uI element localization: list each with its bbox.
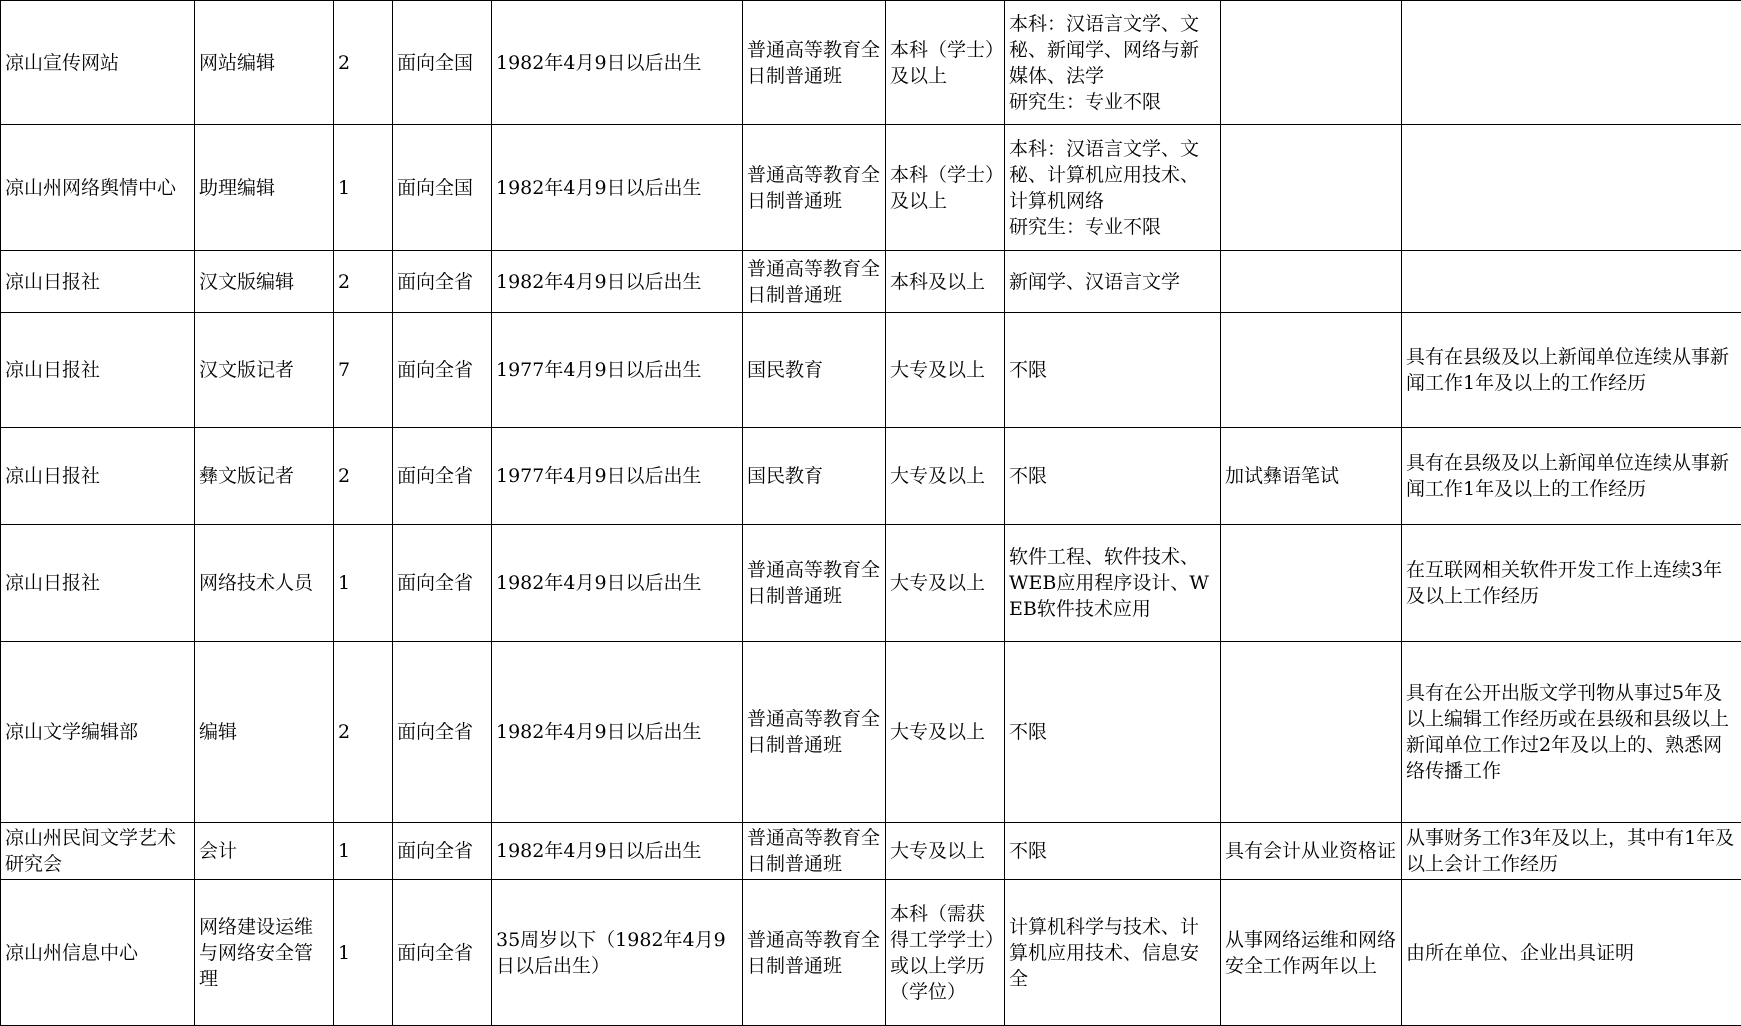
cell-other bbox=[1221, 1, 1402, 125]
cell-count: 2 bbox=[334, 251, 393, 313]
cell-major: 计算机科学与技术、计算机应用技术、信息安全 bbox=[1005, 880, 1221, 1026]
table-body bbox=[1, 1, 1741, 1026]
cell-scope: 面向全省 bbox=[393, 251, 492, 313]
cell-scope: 面向全省 bbox=[393, 428, 492, 525]
cell-other bbox=[1221, 125, 1402, 251]
table-row bbox=[1, 251, 1741, 313]
cell-position: 汉文版记者 bbox=[195, 313, 334, 428]
table-row bbox=[1, 313, 1741, 428]
cell-degree: 大专及以上 bbox=[886, 525, 1005, 642]
cell-degree: 本科（需获得工学学士）或以上学历（学位） bbox=[886, 880, 1005, 1026]
cell-major: 新闻学、汉语言文学 bbox=[1005, 251, 1221, 313]
cell-experience: 从事财务工作3年及以上，其中有1年及以上会计工作经历 bbox=[1402, 823, 1741, 880]
cell-education-type: 普通高等教育全日制普通班 bbox=[743, 823, 886, 880]
cell-degree: 大专及以上 bbox=[886, 428, 1005, 525]
cell-age: 1982年4月9日以后出生 bbox=[492, 823, 743, 880]
cell-major: 本科：汉语言文学、文秘、计算机应用技术、 计算机网络 研究生：专业不限 bbox=[1005, 125, 1221, 251]
cell-other bbox=[1221, 251, 1402, 313]
table-row bbox=[1, 642, 1741, 823]
table-row bbox=[1, 525, 1741, 642]
cell-major: 不限 bbox=[1005, 823, 1221, 880]
cell-count: 1 bbox=[334, 125, 393, 251]
cell-unit: 凉山州民间文学艺术研究会 bbox=[1, 823, 195, 880]
cell-degree: 大专及以上 bbox=[886, 642, 1005, 823]
cell-education-type: 普通高等教育全日制普通班 bbox=[743, 125, 886, 251]
cell-position: 编辑 bbox=[195, 642, 334, 823]
cell-experience: 具有在公开出版文学刊物从事过5年及以上编辑工作经历或在县级和县级以上新闻单位工作过2年及以上的、熟悉网络传播工作 bbox=[1402, 642, 1741, 823]
cell-position: 网站编辑 bbox=[195, 1, 334, 125]
cell-scope: 面向全省 bbox=[393, 880, 492, 1026]
cell-education-type: 国民教育 bbox=[743, 428, 886, 525]
cell-age: 1982年4月9日以后出生 bbox=[492, 642, 743, 823]
cell-other: 具有会计从业资格证 bbox=[1221, 823, 1402, 880]
table-row bbox=[1, 428, 1741, 525]
cell-experience: 由所在单位、企业出具证明 bbox=[1402, 880, 1741, 1026]
cell-scope: 面向全省 bbox=[393, 823, 492, 880]
table-row bbox=[1, 880, 1741, 1026]
cell-position: 会计 bbox=[195, 823, 334, 880]
cell-age: 1982年4月9日以后出生 bbox=[492, 125, 743, 251]
cell-degree: 大专及以上 bbox=[886, 823, 1005, 880]
cell-position: 网络建设运维与网络安全管理 bbox=[195, 880, 334, 1026]
cell-degree: 本科及以上 bbox=[886, 251, 1005, 313]
cell-unit: 凉山州信息中心 bbox=[1, 880, 195, 1026]
cell-education-type: 普通高等教育全日制普通班 bbox=[743, 251, 886, 313]
cell-age: 1977年4月9日以后出生 bbox=[492, 313, 743, 428]
cell-degree: 本科（学士）及以上 bbox=[886, 125, 1005, 251]
cell-unit: 凉山日报社 bbox=[1, 313, 195, 428]
cell-other: 从事网络运维和网络安全工作两年以上 bbox=[1221, 880, 1402, 1026]
cell-scope: 面向全省 bbox=[393, 313, 492, 428]
cell-count: 2 bbox=[334, 642, 393, 823]
cell-major: 软件工程、软件技术、WEB应用程序设计、WEB软件技术应用 bbox=[1005, 525, 1221, 642]
cell-degree: 大专及以上 bbox=[886, 313, 1005, 428]
cell-other bbox=[1221, 525, 1402, 642]
cell-age: 1982年4月9日以后出生 bbox=[492, 1, 743, 125]
cell-count: 7 bbox=[334, 313, 393, 428]
cell-experience: 具有在县级及以上新闻单位连续从事新闻工作1年及以上的工作经历 bbox=[1402, 428, 1741, 525]
cell-scope: 面向全国 bbox=[393, 1, 492, 125]
cell-age: 1982年4月9日以后出生 bbox=[492, 525, 743, 642]
cell-count: 1 bbox=[334, 880, 393, 1026]
cell-count: 2 bbox=[334, 1, 393, 125]
cell-scope: 面向全省 bbox=[393, 642, 492, 823]
cell-education-type: 普通高等教育全日制普通班 bbox=[743, 880, 886, 1026]
cell-count: 1 bbox=[334, 823, 393, 880]
cell-position: 助理编辑 bbox=[195, 125, 334, 251]
cell-count: 2 bbox=[334, 428, 393, 525]
cell-count: 1 bbox=[334, 525, 393, 642]
cell-major: 不限 bbox=[1005, 313, 1221, 428]
cell-experience: 在互联网相关软件开发工作上连续3年及以上工作经历 bbox=[1402, 525, 1741, 642]
cell-scope: 面向全省 bbox=[393, 525, 492, 642]
cell-unit: 凉山日报社 bbox=[1, 428, 195, 525]
cell-scope: 面向全国 bbox=[393, 125, 492, 251]
cell-unit: 凉山文学编辑部 bbox=[1, 642, 195, 823]
cell-experience bbox=[1402, 251, 1741, 313]
cell-major: 不限 bbox=[1005, 642, 1221, 823]
table-row bbox=[1, 823, 1741, 880]
cell-major: 本科：汉语言文学、文秘、新闻学、网络与新媒体、法学 研究生：专业不限 bbox=[1005, 1, 1221, 125]
table-row bbox=[1, 125, 1741, 251]
cell-experience bbox=[1402, 1, 1741, 125]
cell-education-type: 国民教育 bbox=[743, 313, 886, 428]
cell-unit: 凉山日报社 bbox=[1, 251, 195, 313]
cell-age: 35周岁以下（1982年4月9日以后出生） bbox=[492, 880, 743, 1026]
cell-unit: 凉山州网络舆情中心 bbox=[1, 125, 195, 251]
cell-age: 1982年4月9日以后出生 bbox=[492, 251, 743, 313]
cell-experience bbox=[1402, 125, 1741, 251]
cell-position: 网络技术人员 bbox=[195, 525, 334, 642]
cell-other: 加试彝语笔试 bbox=[1221, 428, 1402, 525]
cell-education-type: 普通高等教育全日制普通班 bbox=[743, 1, 886, 125]
cell-position: 汉文版编辑 bbox=[195, 251, 334, 313]
cell-unit: 凉山宣传网站 bbox=[1, 1, 195, 125]
cell-unit: 凉山日报社 bbox=[1, 525, 195, 642]
cell-other bbox=[1221, 642, 1402, 823]
cell-position: 彝文版记者 bbox=[195, 428, 334, 525]
cell-major: 不限 bbox=[1005, 428, 1221, 525]
cell-experience: 具有在县级及以上新闻单位连续从事新闻工作1年及以上的工作经历 bbox=[1402, 313, 1741, 428]
cell-age: 1977年4月9日以后出生 bbox=[492, 428, 743, 525]
cell-education-type: 普通高等教育全日制普通班 bbox=[743, 525, 886, 642]
table-row bbox=[1, 1, 1741, 125]
cell-other bbox=[1221, 313, 1402, 428]
cell-degree: 本科（学士）及以上 bbox=[886, 1, 1005, 125]
cell-education-type: 普通高等教育全日制普通班 bbox=[743, 642, 886, 823]
